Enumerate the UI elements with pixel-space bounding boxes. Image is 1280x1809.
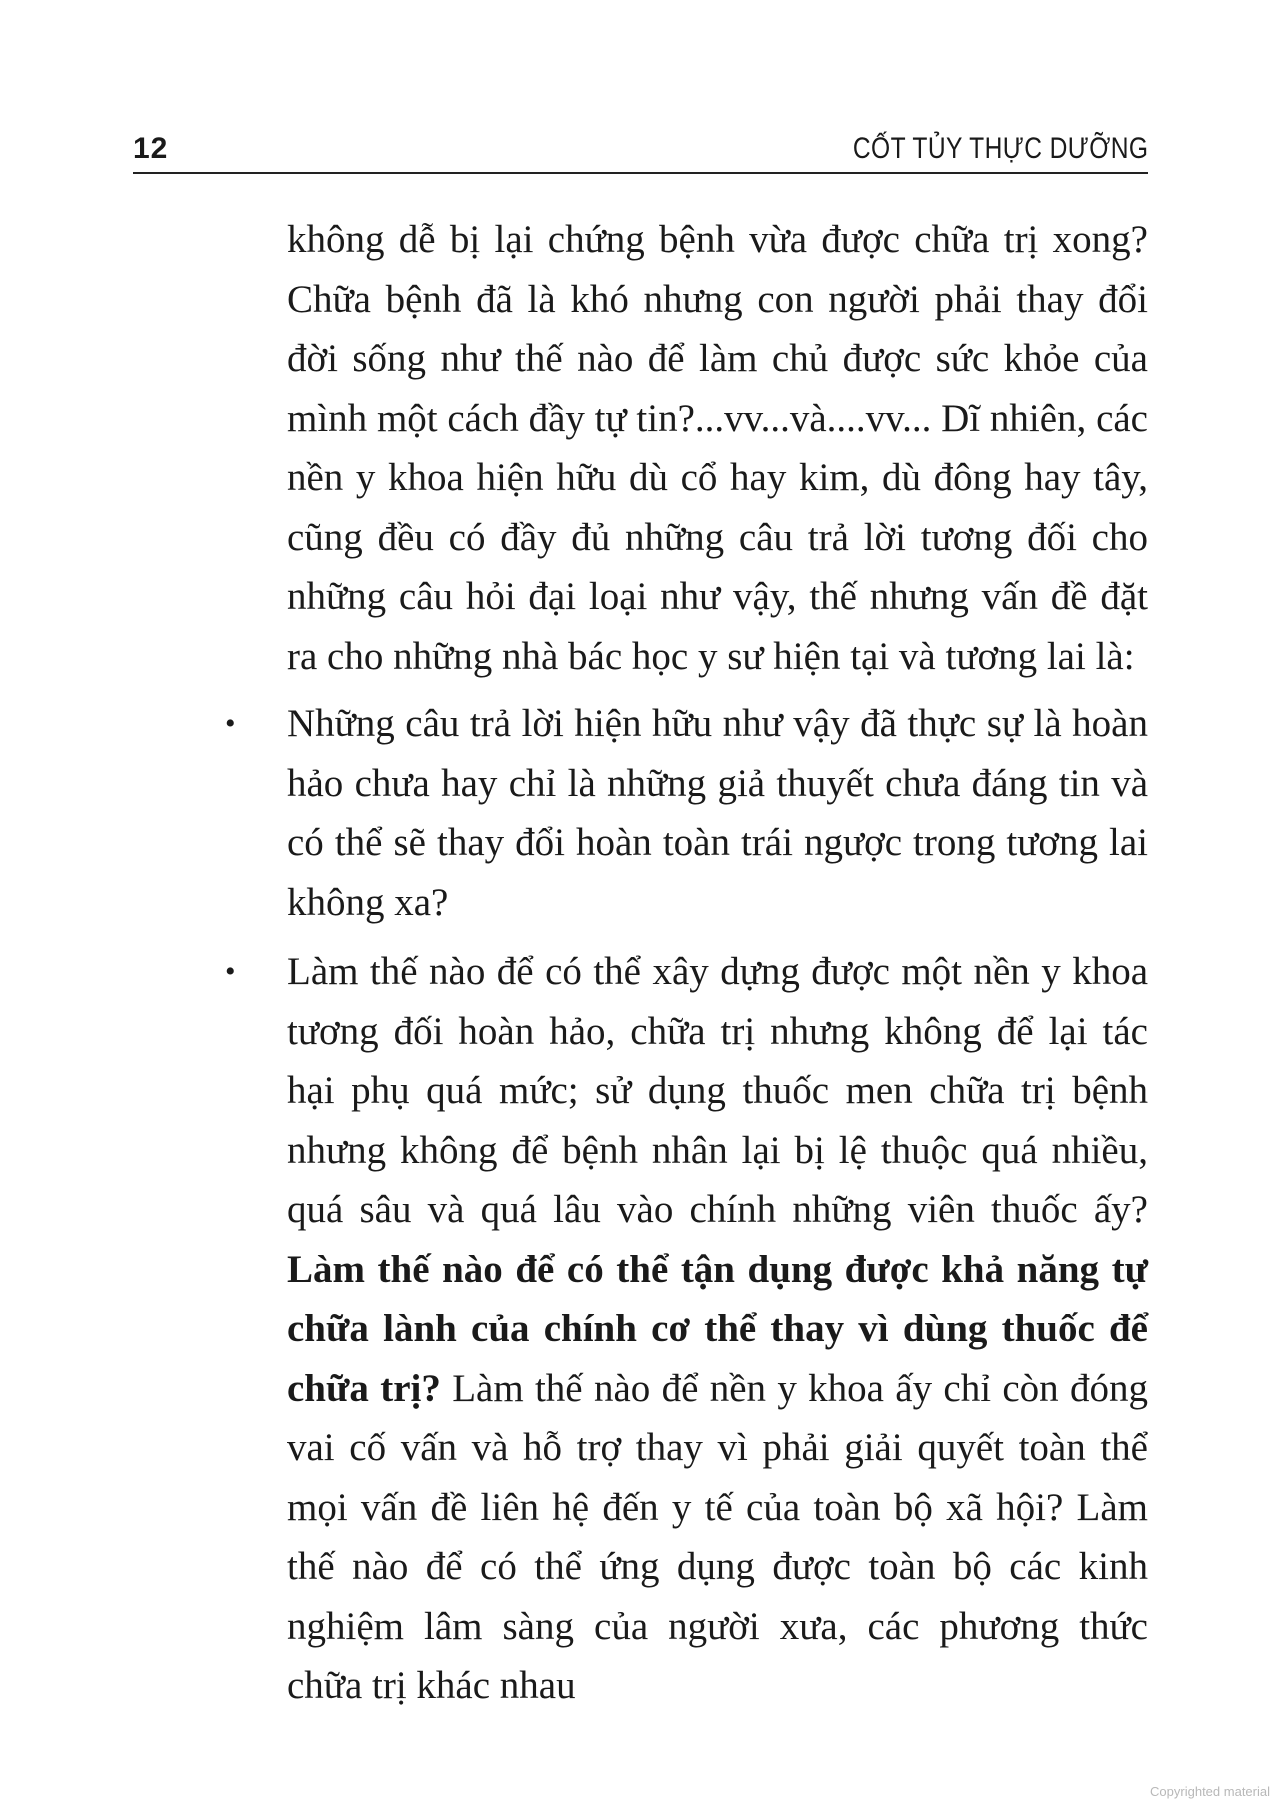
copyright-watermark: Copyrighted material [1150, 1784, 1270, 1799]
bullet-text-1: Những câu trả lời hiện hữu như vậy đã thực sự là hoàn hảo chưa hay chỉ là những giả thuyết chưa đáng tin và có thể sẽ thay đổi hoàn toàn trái ngược trong tương lai không xa? [287, 702, 1148, 924]
bullet-item-2 [225, 942, 1148, 1716]
bullet-2-text-start: Làm thế nào để có thể xây dựng được một nền y khoa tương đối hoàn hảo, chữa trị nhưng không để lại tác hại phụ quá mức; sử dụng thuốc men chữa trị bệnh nhưng không để bệnh nhân lại bị lệ thuộc quá nhiều, quá sâu và quá lâu vào chính những viên thuốc ấy? [287, 950, 1148, 1231]
running-title: CỐT TỦY THỰC DƯỠNG [852, 132, 1148, 165]
page-number: 12 [133, 132, 169, 165]
bullet-2-text-end: Làm thế nào để nền y khoa ấy chỉ còn đóng vai cố vấn và hỗ trợ thay vì phải giải quyết toàn thể mọi vấn đề liên hệ đến y tế của toàn bộ xã hội? Làm thế nào để có thể ứng dụng được toàn bộ các kinh nghiệm lâm sàng của người xưa, các phương thức chữa trị khác nhau [287, 1366, 1148, 1707]
page-header [133, 128, 1148, 174]
bullet-text-2 [287, 942, 1148, 1716]
bullet-item-1 [225, 694, 1148, 932]
intro-paragraph: không dễ bị lại chứng bệnh vừa được chữa trị xong? Chữa bệnh đã là khó nhưng con người phải thay đổi đời sống như thế nào để làm chủ được sức khỏe của mình một cách đầy tự tin?...vv...và....vv... Dĩ nhiên, các nền y khoa hiện hữu dù cổ hay kim, dù đông hay tây, cũng đều có đầy đủ những câu trả lời tương đối cho những câu hỏi đại loại như vậy, thế nhưng vấn đề đặt ra cho những nhà bác học y sư hiện tại và tương lai là: [287, 218, 1148, 678]
bullet-2-bold-question: Làm thế nào để có thể tận dụng được khả năng tự chữa lành của chính cơ thể thay vì dùng thuốc để chữa trị? [287, 1247, 1148, 1410]
bullet-icon: • [225, 707, 236, 740]
bullet-icon: • [225, 955, 236, 988]
page-body [225, 210, 1148, 1716]
